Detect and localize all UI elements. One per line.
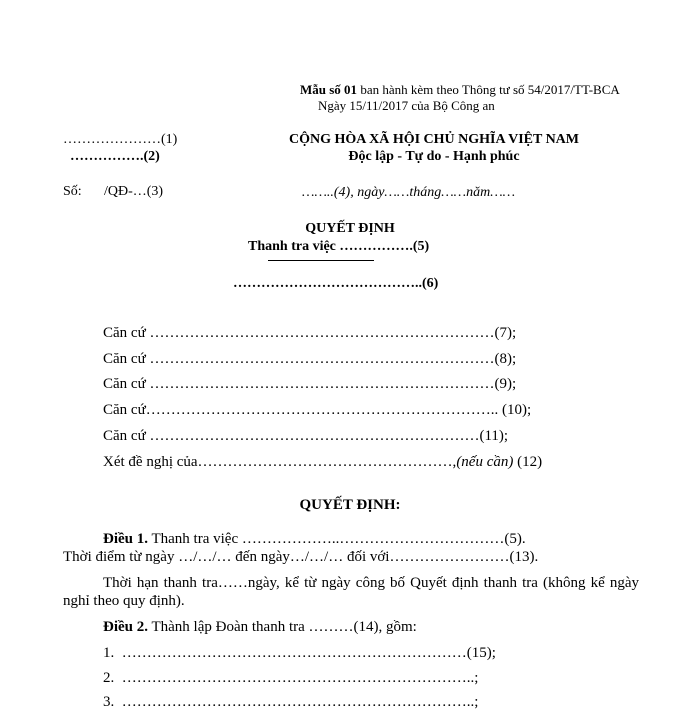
- article-1-text: Thanh tra việc ………………..……………………………(5).: [148, 531, 526, 547]
- issuer-line-2: …………….(2): [70, 149, 160, 164]
- document-title: QUYẾT ĐỊNH: [305, 221, 395, 236]
- document-number-code: /QĐ-…(3): [104, 184, 164, 199]
- team-member-2: 2. ……………………………………………………………..;: [103, 670, 479, 686]
- legal-basis-3: Căn cứ ……………………………………………………………(9);: [103, 376, 517, 392]
- article-2-label: Điều 2.: [103, 619, 148, 635]
- place-date-line: ……..(4), ngày……tháng……năm……: [302, 185, 516, 200]
- article-1-line: [103, 531, 526, 548]
- proposal-text: Xét đề nghị của……………………………………………,: [103, 454, 457, 470]
- document-number-label: Số:: [63, 184, 82, 199]
- form-reference-line-2: Ngày 15/11/2017 của Bộ Công an: [318, 98, 495, 113]
- national-title: CỘNG HÒA XÃ HỘI CHỦ NGHĨA VIỆT NAM: [288, 132, 579, 147]
- national-motto: Độc lập - Tự do - Hạnh phúc: [348, 149, 520, 164]
- proposal-line: [103, 454, 542, 471]
- form-reference-line-1: [300, 82, 620, 98]
- issuer-line-1: …………………(1): [63, 132, 178, 147]
- form-label: Mẫu số 01: [300, 82, 358, 97]
- legal-basis-2: Căn cứ ……………………………………………………………(8);: [103, 351, 517, 367]
- subtitle-underline: [268, 260, 374, 261]
- proposal-number: (12): [513, 454, 543, 470]
- team-member-3: 3. ……………………………………………………………..;: [103, 694, 479, 710]
- article-1-label: Điều 1.: [103, 531, 148, 547]
- decision-heading: QUYẾT ĐỊNH:: [299, 497, 401, 513]
- article-1-period: Thời điểm từ ngày …/…/… đến ngày…/…/… đối với……………………(13).: [63, 549, 539, 565]
- document-subtitle: Thanh tra việc …………….(5): [248, 239, 430, 254]
- legal-basis-5: Căn cứ …………………………………………………………(11);: [103, 428, 509, 444]
- legal-basis-4: Căn cứ…………………………………………………………….. (10);: [103, 402, 532, 418]
- article-1-duration: Thời hạn thanh tra……ngày, kể từ ngày công bố Quyết định thanh tra (không kể ngày nghỉ theo quy định).: [63, 575, 639, 609]
- issuing-authority: …………………………………..(6): [233, 276, 439, 291]
- article-2-text: Thành lập Đoàn thanh tra ………(14), gồm:: [148, 619, 417, 635]
- article-2-line: [103, 619, 417, 636]
- legal-basis-1: Căn cứ ……………………………………………………………(7);: [103, 325, 517, 341]
- form-reference-text: ban hành kèm theo Thông tư số 54/2017/TT-BCA: [357, 82, 620, 97]
- team-member-1: 1. ……………………………………………………………(15);: [103, 645, 496, 661]
- proposal-note: (nếu cần): [456, 454, 514, 470]
